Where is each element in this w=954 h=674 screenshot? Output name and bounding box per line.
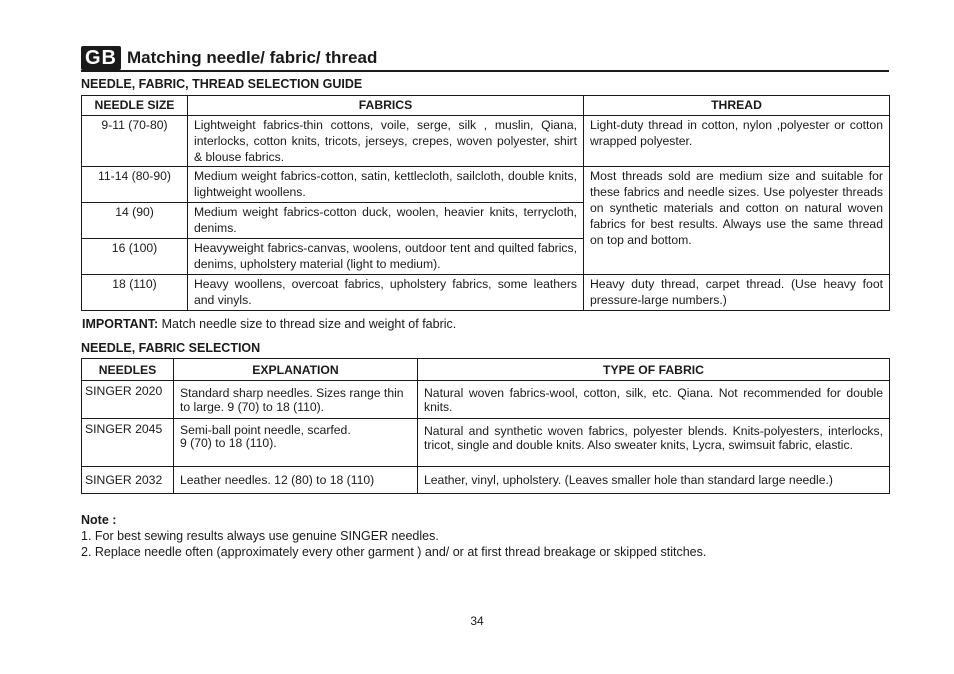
needle-size-cell: 11-14 (80-90)	[82, 167, 188, 203]
table-row	[82, 381, 890, 419]
fabrics-cell: Lightweight fabrics-thin cottons, voile, serge, silk , muslin, Qiana, interlocks, cotton knits, tricots, jerseys, crepes, woven polyester, shirt & blouse fabrics.	[188, 116, 584, 167]
guide-section-title: NEEDLE, FABRIC, THREAD SELECTION GUIDE	[81, 77, 363, 91]
thread-cell: Heavy duty thread, carpet thread. (Use heavy foot pressure-large numbers.)	[584, 275, 890, 311]
fabric-type-cell: Leather, vinyl, upholstery. (Leaves smaller hole than standard large needle.)	[418, 467, 890, 494]
language-badge: GB	[81, 46, 121, 70]
note-item: 1. For best sewing results always use genuine SINGER needles.	[81, 529, 439, 543]
explanation-cell	[174, 419, 418, 467]
important-text: Match needle size to thread size and weight of fabric.	[158, 317, 457, 331]
page-title: Matching needle/ fabric/ thread	[127, 48, 378, 67]
page-number: 34	[470, 614, 484, 628]
fabrics-cell: Heavyweight fabrics-canvas, woolens, outdoor tent and quilted fabrics, denims, upholstery material (light to medium).	[188, 239, 584, 275]
column-header: NEEDLES	[82, 359, 174, 381]
header-divider	[81, 70, 889, 72]
column-header: TYPE OF FABRIC	[418, 359, 890, 381]
needle-size-cell: 16 (100)	[82, 239, 188, 275]
note-section	[81, 512, 706, 560]
page-header	[81, 46, 377, 70]
column-header: NEEDLE SIZE	[82, 96, 188, 116]
fabrics-cell: Medium weight fabrics-cotton duck, woolen, heavier knits, terrycloth, denims.	[188, 203, 584, 239]
thread-cell: Light-duty thread in cotton, nylon ,polyester or cotton wrapped polyester.	[584, 116, 890, 167]
table-row	[82, 116, 890, 167]
important-note	[82, 317, 456, 331]
table-row	[82, 167, 890, 203]
needle-fabric-selection-table	[81, 358, 890, 494]
fabrics-cell: Medium weight fabrics-cotton, satin, kettlecloth, sailcloth, double knits, lightweight woollens.	[188, 167, 584, 203]
table-row	[82, 467, 890, 494]
column-header: FABRICS	[188, 96, 584, 116]
thread-cell: Most threads sold are medium size and suitable for these fabrics and needle sizes. Use polyester threads on synthetic materials and cotton on natural woven fabrics for best results. Always use the same thread on top and bottom.	[584, 167, 890, 275]
needle-cell: SINGER 2032	[82, 467, 174, 494]
explanation-cell: Standard sharp needles. Sizes range thin to large. 9 (70) to 18 (110).	[174, 381, 418, 419]
table-row	[82, 275, 890, 311]
selection-section-title: NEEDLE, FABRIC SELECTION	[81, 341, 261, 355]
needle-fabric-thread-table	[81, 95, 890, 311]
explanation-cell: Leather needles. 12 (80) to 18 (110)	[174, 467, 418, 494]
fabrics-cell: Heavy woollens, overcoat fabrics, upholstery fabrics, some leathers and vinyls.	[188, 275, 584, 311]
table-header-row	[82, 96, 890, 116]
table-row	[82, 419, 890, 467]
note-item: 2. Replace needle often (approximately every other garment ) and/ or at first thread breakage or skipped stitches.	[81, 545, 707, 559]
needle-size-cell: 14 (90)	[82, 203, 188, 239]
fabric-type-cell: Natural and synthetic woven fabrics, polyester blends. Knits-polyesters, interlocks, tricot, single and double knits. Also sweater knits, Lycra, swimsuit fabric, elastic.	[418, 419, 890, 467]
column-header: EXPLANATION	[174, 359, 418, 381]
note-title: Note :	[81, 513, 117, 527]
explanation-line: 9 (70) to 18 (110).	[180, 436, 277, 450]
needle-size-cell: 18 (110)	[82, 275, 188, 311]
table-header-row	[82, 359, 890, 381]
important-label: IMPORTANT:	[82, 317, 159, 331]
fabric-type-cell: Natural woven fabrics-wool, cotton, silk, etc. Qiana. Not recommended for double knits.	[418, 381, 890, 419]
column-header: THREAD	[584, 96, 890, 116]
needle-cell: SINGER 2020	[82, 381, 174, 419]
needle-cell: SINGER 2045	[82, 419, 174, 467]
explanation-line: Semi-ball point needle, scarfed.	[180, 423, 351, 437]
needle-size-cell: 9-11 (70-80)	[82, 116, 188, 167]
